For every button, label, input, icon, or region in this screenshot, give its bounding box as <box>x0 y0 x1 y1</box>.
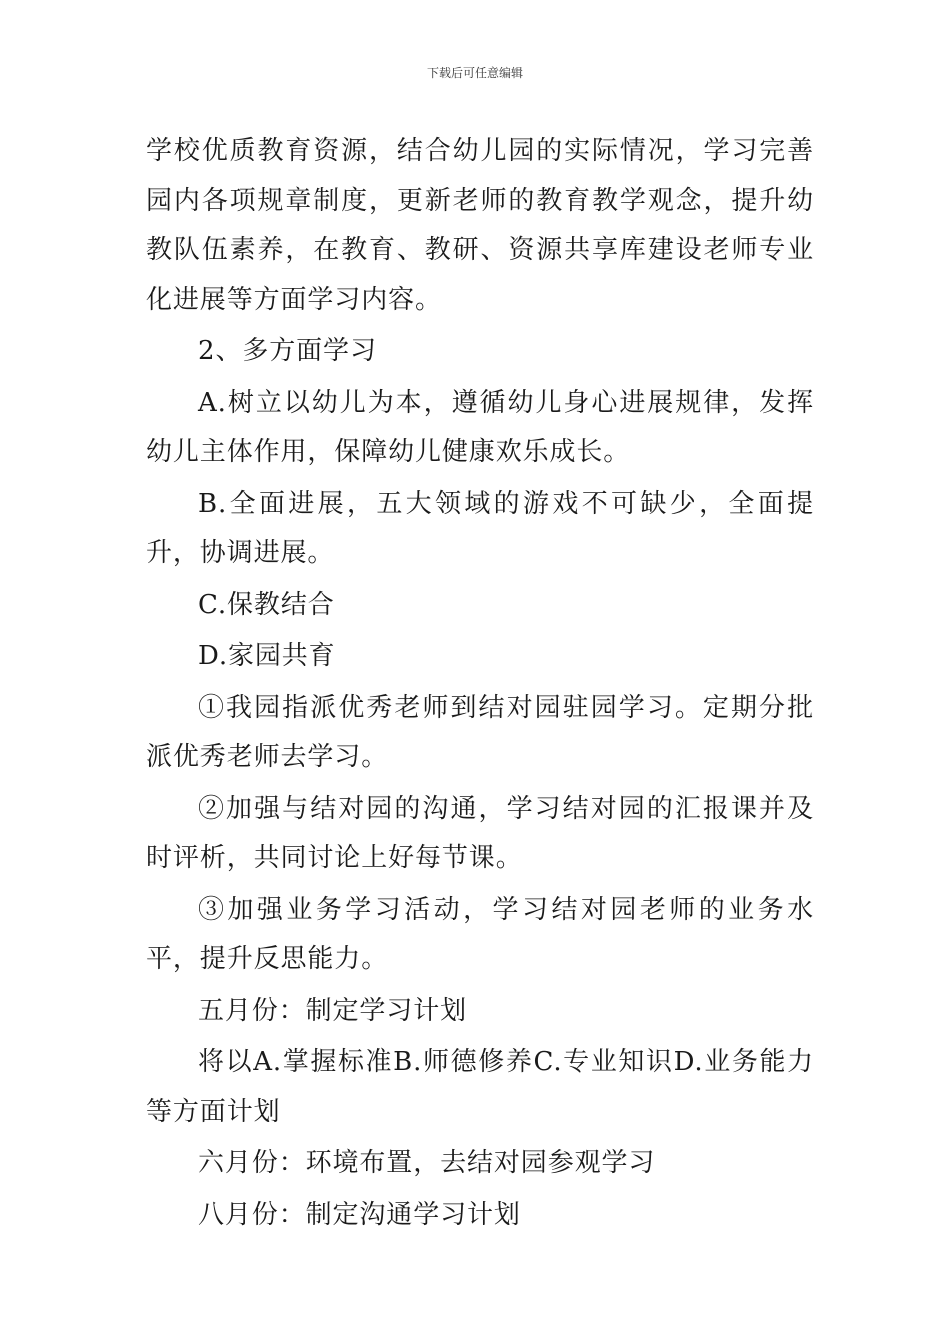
list-item: C.保教结合 <box>198 589 335 620</box>
schedule-item: 八月份：制定沟通学习计划 <box>198 1199 521 1230</box>
section-heading: 2、多方面学习 <box>198 336 377 366</box>
list-item: D.家园共育 <box>198 641 336 671</box>
list-item: ③加强业务学习活动，学习结对园老师的业务水平，提升反思能力。 <box>146 894 814 974</box>
list-item: ②加强与结对园的沟通，学习结对园的汇报课并及时评析，共同讨论上好每节课。 <box>146 793 814 873</box>
schedule-item: 五月份：制定学习计划 <box>198 995 468 1026</box>
list-item: A.树立以幼儿为本，遵循幼儿身心进展规律，发挥幼儿主体作用，保障幼儿健康欢乐成长。 <box>146 387 814 467</box>
schedule-item: 六月份：环境布置，去结对园参观学习 <box>198 1148 656 1178</box>
list-item: ①我园指派优秀老师到结对园驻园学习。定期分批派优秀老师去学习。 <box>146 692 814 772</box>
document-body <box>146 127 814 1242</box>
list-item: B.全面进展，五大领域的游戏不可缺少，全面提升，协调进展。 <box>146 488 814 568</box>
paragraph: 将以A.掌握标准B.师德修养C.专业知识D.业务能力等方面计划 <box>146 1047 814 1127</box>
page-header: 下载后可任意编辑 <box>426 66 523 80</box>
paragraph: 学校优质教育资源，结合幼儿园的实际情况，学习完善园内各项规章制度，更新老师的教育教学观念，提升幼教队伍素养，在教育、教研、资源共享库建设老师专业化进展等方面学习内容。 <box>146 136 814 315</box>
